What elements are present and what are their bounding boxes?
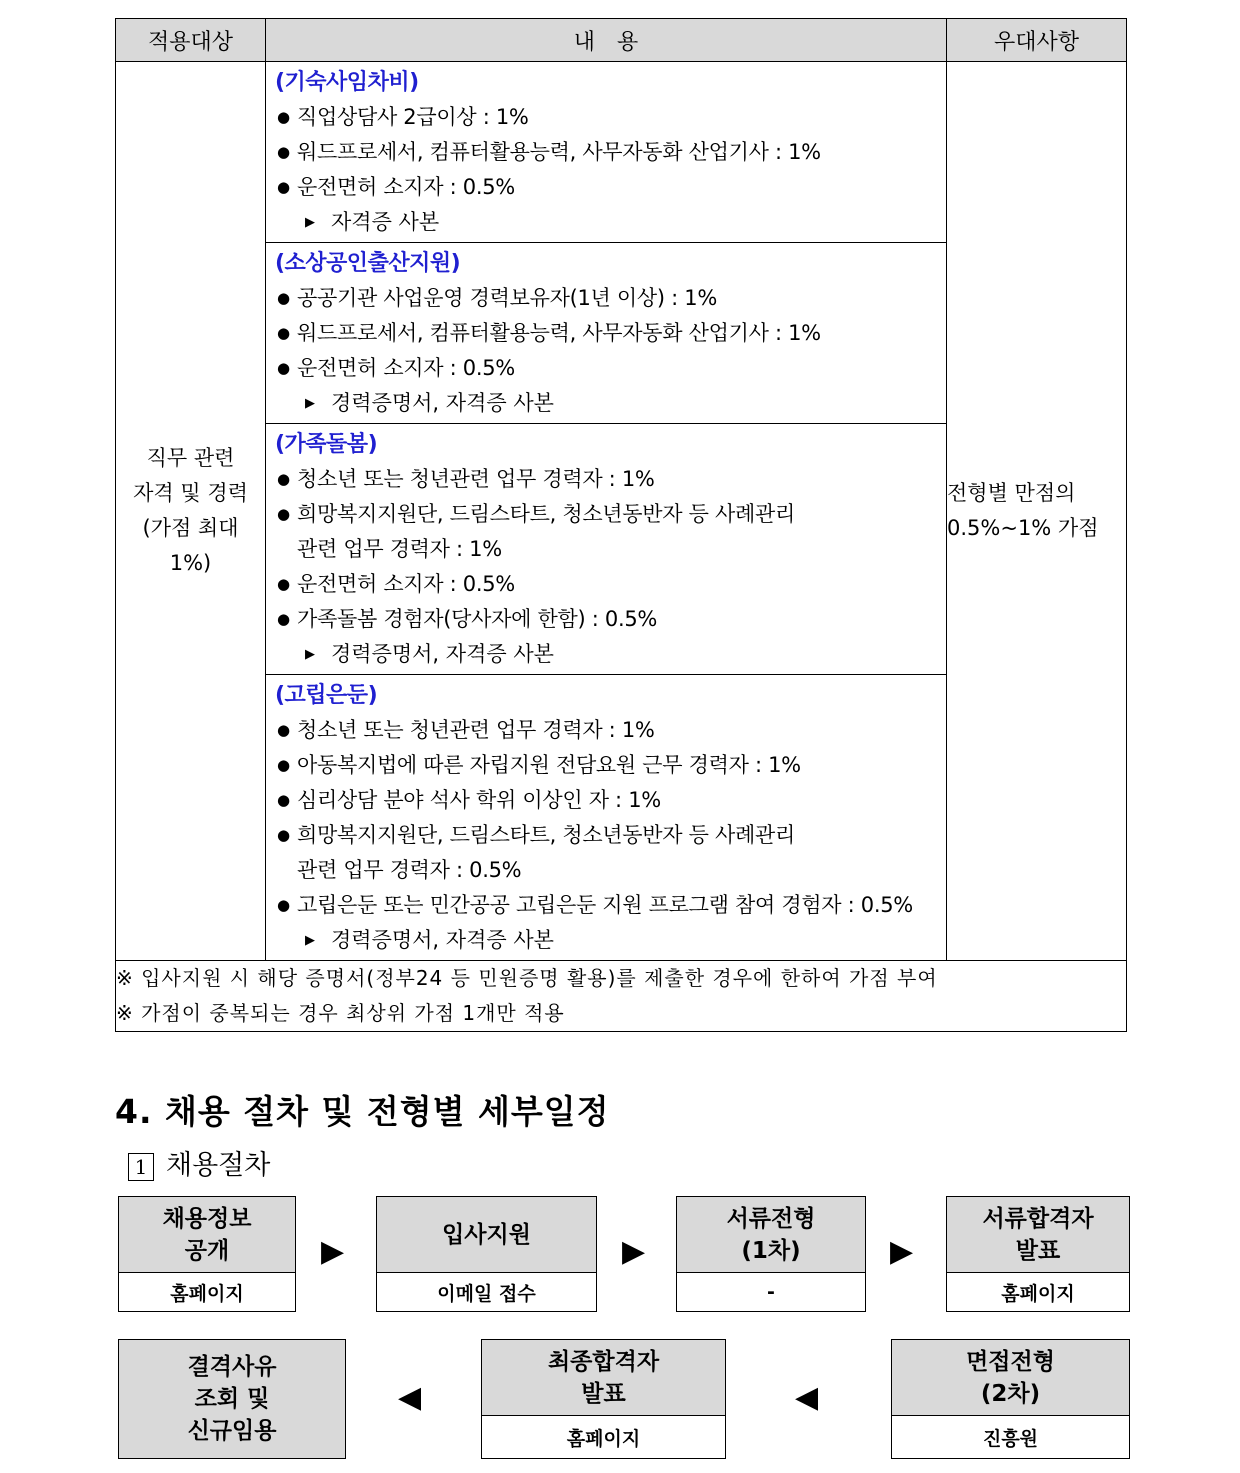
flow-step-title-line: 발표 — [1015, 1237, 1061, 1264]
flow-step-title-line: 서류합격자 — [982, 1205, 1094, 1232]
flow-step-title-line: 결격사유 — [187, 1354, 277, 1380]
target-line: (가점 최대 — [142, 516, 239, 540]
bullet-icon: ● — [277, 108, 290, 126]
required-docs — [275, 637, 946, 672]
bullet-text: 직업상담사 2급이상 : 1% — [297, 105, 529, 129]
bullet-text: 청소년 또는 청년관련 업무 경력자 : 1% — [297, 718, 655, 742]
bullet-item — [275, 602, 946, 637]
bullet-icon: ● — [277, 721, 290, 739]
arrow-right-icon: ▶ — [890, 1234, 914, 1269]
flow-step-title-line: 면접전형 — [966, 1348, 1055, 1375]
bullet-text: 운전면허 소지자 : 0.5% — [297, 356, 515, 380]
bullet-text: 관련 업무 경력자 : 1% — [297, 537, 502, 561]
bullet-item — [275, 567, 946, 602]
header-content: 내 용 — [266, 19, 947, 62]
bullet-icon: ● — [277, 470, 290, 488]
flow-step-7 — [118, 1339, 346, 1459]
bullet-icon: ● — [277, 575, 290, 593]
bullet-item — [275, 462, 946, 497]
small-triangle-icon: ▶ — [305, 215, 315, 230]
flow-step-title — [119, 1197, 295, 1273]
small-triangle-icon: ▶ — [305, 647, 315, 662]
target-line: 직무 관련 — [146, 446, 235, 470]
preference-table — [115, 18, 1127, 1032]
bullet-icon: ● — [277, 756, 290, 774]
flow-step-title-line: (2차) — [980, 1380, 1041, 1407]
required-docs-text: 경력증명서, 자격증 사본 — [331, 928, 554, 952]
content-block — [266, 675, 946, 960]
flow-step-5 — [891, 1339, 1130, 1459]
note-line: ※ 입사지원 시 해당 증명서(정부24 등 민원증명 활용)를 제출한 경우에 한하여 가점 부여 — [116, 966, 938, 990]
bullet-text: 워드프로세서, 컴퓨터활용능력, 사무자동화 산업기사 : 1% — [297, 321, 821, 345]
target-cell — [116, 62, 266, 961]
sub-title-number: 1 — [128, 1153, 154, 1181]
flow-step-title — [119, 1340, 345, 1458]
target-line: 1%) — [169, 551, 212, 575]
flow-step-note: 홈페이지 — [566, 1427, 641, 1450]
notes-cell — [116, 961, 1127, 1032]
bullet-text: 희망복지지원단, 드림스타트, 청소년동반자 등 사례관리 — [297, 823, 795, 847]
flow-step-title-line: 조회 및 — [194, 1386, 270, 1412]
bullet-text: 심리상담 분야 석사 학위 이상인 자 : 1% — [297, 788, 661, 812]
bullet-item — [275, 888, 946, 923]
bullet-text: 청소년 또는 청년관련 업무 경력자 : 1% — [297, 467, 655, 491]
header-benefit: 우대사항 — [947, 19, 1127, 62]
bullet-icon: ● — [277, 289, 290, 307]
bullet-text: 운전면허 소지자 : 0.5% — [297, 572, 515, 596]
bullet-item — [275, 135, 946, 170]
bullet-text: 가족돌봄 경험자(당사자에 한함) : 0.5% — [297, 607, 658, 631]
bullet-text: 희망복지지원단, 드림스타트, 청소년동반자 등 사례관리 — [297, 502, 795, 526]
flow-step-note: - — [767, 1281, 775, 1303]
bullet-icon: ● — [277, 896, 290, 914]
bullet-icon: ● — [277, 143, 290, 161]
bullet-icon: ● — [277, 791, 290, 809]
flow-step-2 — [376, 1196, 597, 1312]
flow-step-title-line: 신규임용 — [187, 1418, 277, 1444]
benefit-cell — [947, 62, 1127, 961]
bullet-item — [275, 100, 946, 135]
required-docs-text: 경력증명서, 자격증 사본 — [331, 642, 554, 666]
bullet-item — [275, 170, 946, 205]
flow-step-title — [892, 1340, 1129, 1416]
bullet-item — [275, 818, 946, 888]
bullet-text: 워드프로세서, 컴퓨터활용능력, 사무자동화 산업기사 : 1% — [297, 140, 821, 164]
section-title: 4. 채용 절차 및 전형별 세부일정 — [115, 1092, 610, 1131]
block-title: (소상공인출산지원) — [275, 251, 461, 276]
bullet-icon: ● — [277, 505, 290, 523]
flow-step-note: 진흥원 — [982, 1427, 1039, 1450]
flow-step-note: 이메일 접수 — [437, 1282, 536, 1305]
small-triangle-icon: ▶ — [305, 396, 315, 411]
small-triangle-icon: ▶ — [305, 933, 315, 948]
required-docs — [275, 923, 946, 958]
flow-step-title-line: 공개 — [184, 1237, 230, 1264]
bullet-item — [275, 713, 946, 748]
flow-step-title — [677, 1197, 865, 1273]
required-docs — [275, 205, 946, 240]
required-docs-text: 경력증명서, 자격증 사본 — [331, 391, 554, 415]
flow-step-title — [947, 1197, 1129, 1273]
flow-step-title-line: 서류전형 — [726, 1205, 816, 1232]
flow-step-note: 홈페이지 — [170, 1282, 244, 1305]
flow-step-6 — [481, 1339, 726, 1459]
bullet-icon: ● — [277, 324, 290, 342]
bullet-text: 공공기관 사업운영 경력보유자(1년 이상) : 1% — [297, 286, 717, 310]
bullet-text: 고립은둔 또는 민간공공 고립은둔 지원 프로그램 참여 경험자 : 0.5% — [297, 893, 913, 917]
block-title: (기숙사임차비) — [275, 70, 419, 95]
sub-title — [128, 1143, 270, 1182]
flow-step-3 — [676, 1196, 866, 1312]
bullet-text: 아동복지법에 따른 자립지원 전담요원 근무 경력자 : 1% — [297, 753, 801, 777]
bullet-icon: ● — [277, 826, 290, 844]
bullet-icon: ● — [277, 178, 290, 196]
bullet-item — [275, 748, 946, 783]
bullet-item — [275, 783, 946, 818]
bullet-item — [275, 316, 946, 351]
flow-step-title-line: 입사지원 — [442, 1221, 531, 1248]
arrow-right-icon: ▶ — [622, 1234, 646, 1269]
bullet-item — [275, 497, 946, 567]
sub-title-text: 채용절차 — [166, 1150, 271, 1181]
required-docs — [275, 386, 946, 421]
arrow-left-icon: ◀ — [398, 1380, 422, 1415]
bullet-icon: ● — [277, 610, 290, 628]
block-title: (가족돌봄) — [275, 432, 378, 457]
note-line: ※ 가점이 중복되는 경우 최상위 가점 1개만 적용 — [116, 1001, 565, 1025]
content-block — [266, 424, 946, 675]
required-docs-text: 자격증 사본 — [331, 210, 440, 234]
arrow-right-icon: ▶ — [321, 1234, 345, 1269]
bullet-item — [275, 281, 946, 316]
flow-step-title-line: (1차) — [741, 1237, 801, 1264]
content-cell — [266, 62, 947, 961]
flow-step-1 — [118, 1196, 296, 1312]
content-block — [266, 62, 946, 243]
flow-step-title — [482, 1340, 725, 1416]
arrow-left-icon: ◀ — [795, 1380, 819, 1415]
flow-step-note: 홈페이지 — [1001, 1282, 1075, 1305]
header-target: 적용대상 — [116, 19, 266, 62]
flow-step-title-line: 발표 — [581, 1380, 626, 1407]
benefit-line: 0.5%~1% 가점 — [947, 516, 1099, 540]
bullet-text: 운전면허 소지자 : 0.5% — [297, 175, 515, 199]
content-block — [266, 243, 946, 424]
benefit-line: 전형별 만점의 — [947, 481, 1076, 505]
bullet-icon: ● — [277, 359, 290, 377]
flow-step-4 — [946, 1196, 1130, 1312]
flow-step-title — [377, 1197, 596, 1273]
flow-step-title-line: 최종합격자 — [547, 1348, 660, 1375]
block-title: (고립은둔) — [275, 683, 378, 708]
flow-step-title-line: 채용정보 — [162, 1205, 252, 1232]
bullet-text: 관련 업무 경력자 : 0.5% — [297, 858, 522, 882]
target-line: 자격 및 경력 — [133, 481, 248, 505]
bullet-item — [275, 351, 946, 386]
